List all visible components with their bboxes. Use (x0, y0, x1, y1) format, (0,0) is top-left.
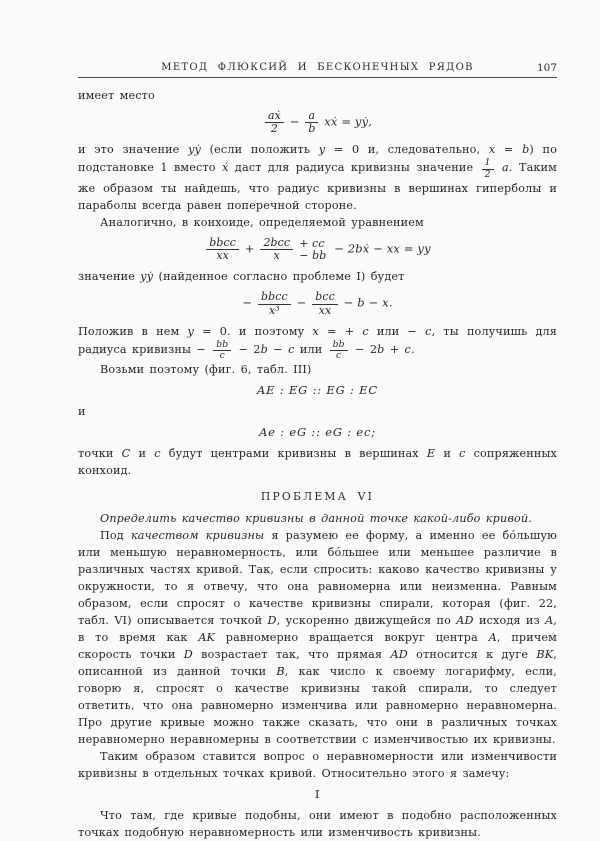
text-run: (если положить (201, 143, 319, 157)
text-run: E (426, 447, 436, 461)
text-run: , причем скорость точки (78, 631, 558, 662)
paragraph-radius-values (78, 323, 557, 362)
text-run: Аналогично, в конхоиде, определяемой уравнением (100, 216, 424, 229)
text-run: yẏ (188, 143, 202, 157)
continuation-line (78, 87, 557, 104)
text-run: Ae : eG :: eG : ec; (259, 425, 376, 440)
paragraph-conchoid-intro (78, 214, 557, 231)
fraction-denominator: x³ (268, 303, 280, 317)
fraction (312, 291, 338, 316)
text-run: точки (78, 447, 122, 461)
text-run: ẋ (222, 161, 229, 175)
paragraph-centers (78, 445, 557, 479)
text-run: − 2 (349, 343, 378, 357)
text-run: − (267, 343, 289, 357)
fraction (206, 237, 239, 262)
fraction-numerator: bb (213, 340, 231, 351)
text-run: C (121, 447, 131, 461)
text-run: , ты получишь для радиуса кривизны − (78, 324, 558, 357)
text-run: xẋ = yẏ, (320, 114, 373, 129)
header-rule (78, 77, 557, 78)
fraction-denominator: x (273, 249, 280, 263)
text-run: c (425, 324, 432, 338)
fraction-numerator: a (305, 110, 318, 123)
page (78, 0, 557, 841)
text-run: и (130, 447, 155, 461)
proportion-lower (78, 424, 557, 441)
fraction-denominator: xx (318, 303, 332, 317)
text-run: Положив в нем (78, 324, 188, 338)
text-run: . Таким же образом ты найдешь, что радиус кривизны в вершинах гиперболы и параболы всегда равен поперечной стороне. (78, 161, 557, 212)
fraction-numerator: 2bcc (260, 237, 293, 250)
text-run: BK (536, 648, 554, 662)
text-run: Под (100, 529, 131, 543)
paragraph-similar-curves (78, 807, 557, 841)
text-run: c (362, 324, 369, 338)
text-run: , как число к своему логарифму, если, говорю я, спросят о качестве кривизны такой спирали, то следует ответить, что она равномерно изменчива или равномерно неравномерна. Про другие кривые можно также сказать, что они в различных точках неравномерно неравномерны в соответствии с изменчивостью их кривизны. (78, 665, 557, 747)
text-run: Возьми поэтому (фиг. 6, табл. III) (100, 363, 312, 377)
page-number: 107 (536, 62, 557, 74)
heading-problem-vi (78, 488, 557, 505)
text-run: c (404, 343, 411, 357)
fraction-denominator: xx (216, 249, 229, 263)
conjunction-and (78, 403, 557, 420)
text-run: A (488, 631, 497, 645)
text-run: , описанной из данной точки (78, 648, 557, 679)
text-run: исходя из (473, 614, 546, 628)
text-run: ) по подстановке 1 вместо (78, 143, 557, 175)
text-run: I (314, 787, 321, 802)
paragraph-value-yy (78, 268, 557, 285)
problem-statement (78, 510, 557, 527)
text-run: − 2 (233, 343, 261, 357)
text-run: − 2bẋ − xx = yy (330, 241, 431, 256)
text-run: Таким образом ставится вопрос о неравномерности или изменчивости кривизны в отдельных точках кривой. Относительно этого я замечу: (78, 750, 557, 781)
fraction (330, 340, 348, 362)
fraction-numerator: aẋ (265, 110, 284, 123)
text-run: x (312, 324, 319, 338)
text-run: − (292, 295, 311, 310)
text-run: , ускоренно движущейся по (276, 614, 457, 628)
text-run: c (288, 343, 295, 357)
text-run: и это значение (78, 143, 189, 157)
fraction-numerator: bbcc (258, 291, 291, 304)
text-run: A (545, 614, 554, 628)
page-body (78, 78, 557, 841)
text-run: − b − x. (339, 295, 393, 310)
fraction (482, 158, 494, 180)
text-run: = 0. и поэтому (193, 324, 313, 338)
text-run: AK (198, 631, 216, 645)
text-run: D (183, 648, 193, 662)
text-run: Определить качество кривизны в данной точке какой-либо кривой. (100, 512, 532, 526)
text-run: я разумею ее форму, а именно ее бо́льшую или меньшую неравномерность, или бо́льшее или меньшее различие в различных частях кривой. Так, если спросить: каково качество кривизны у окружности, то я отвечу, что она равномерна или неизменна. Равным образом, если спросят о качестве кривизны спирали, которая (фиг. 22, табл. VI) описывается точкой (78, 529, 557, 628)
fraction (213, 340, 231, 362)
fraction-denominator: 2 (270, 122, 278, 136)
fraction-denominator: c (219, 350, 225, 362)
paragraph-ellipse-radius (78, 141, 557, 214)
text-run: − (285, 114, 304, 129)
fraction-numerator: bb (330, 340, 348, 351)
text-run: качеством кривизны (130, 529, 265, 543)
fraction-numerator: bbcc (206, 237, 239, 250)
fraction (265, 110, 284, 135)
text-run: y (318, 143, 326, 157)
text-run: относится к дуге (407, 648, 537, 662)
text-run: D (267, 614, 277, 628)
text-run: Что там, где кривые подобны, они имеют в подобно расположенных точках подобную неравномерность или изменчивость кривизны. (78, 809, 557, 840)
paragraph-take-therefore (78, 361, 557, 378)
text-run: B (276, 665, 285, 679)
text-run: возрастает так, что прямая (192, 648, 391, 662)
text-run: сопряженных конхоид. (78, 447, 557, 478)
text-run: (найденное согласно проблеме I) будет (153, 270, 405, 284)
text-run: c (459, 447, 466, 461)
text-run: даст для радиуса кривизны значение (228, 161, 480, 175)
text-run: AD (456, 614, 474, 628)
text-run: или (294, 343, 328, 357)
text-run: + (241, 241, 259, 256)
paragraph-quality-curvature (78, 527, 557, 748)
text-run: равномерно вращается вокруг центра (215, 631, 489, 645)
stacked-terms (298, 238, 327, 262)
fraction-numerator: + cc (299, 237, 325, 250)
fraction-numerator: 1 (482, 158, 494, 169)
text-run: b (522, 143, 530, 157)
text-run: ПРОБЛЕМА VI (260, 490, 375, 504)
text-run: b (377, 343, 385, 357)
text-run: = 0 и, следовательно, (325, 143, 489, 157)
text-run: − (242, 295, 256, 310)
text-run: y (187, 324, 194, 338)
text-run: имеет место (78, 89, 155, 102)
text-run: и (435, 447, 460, 461)
fraction-denominator: 2 (484, 168, 491, 180)
fraction (305, 110, 318, 135)
text-run: или − (368, 324, 426, 338)
proportion-upper (78, 382, 557, 399)
fraction (260, 237, 293, 262)
text-run: и (78, 405, 86, 419)
text-run: = + (318, 324, 363, 338)
fraction-denominator: b (308, 122, 316, 136)
roman-numeral-i (78, 786, 557, 803)
text-run: a (495, 161, 509, 175)
fraction (258, 291, 291, 316)
text-run: , в то время как (78, 614, 558, 645)
paragraph-question (78, 748, 557, 782)
text-run: AE : EG :: EG : EC (257, 383, 378, 398)
text-run: = (495, 143, 523, 157)
text-run: будут центрами кривизны в вершинах (160, 447, 427, 461)
text-run: c (154, 447, 161, 461)
text-run: yẏ (140, 270, 154, 284)
formula-radius-ellipse (78, 110, 557, 135)
fraction-numerator: bcc (312, 291, 338, 304)
text-run: значение (78, 270, 141, 284)
text-run: AD (390, 648, 408, 662)
text-run: b (260, 343, 268, 357)
text-run: + (384, 343, 405, 357)
running-title: МЕТОД ФЛЮКСИЙ И БЕСКОНЕЧНЫХ РЯДОВ (161, 62, 474, 73)
text-run: . (410, 343, 415, 357)
fraction-denominator: − bb (299, 249, 327, 263)
fraction-denominator: c (336, 350, 342, 362)
formula-conchoid-equation (78, 237, 557, 262)
formula-yy-value (78, 291, 557, 316)
text-run: x (488, 143, 496, 157)
page-header (78, 0, 557, 78)
